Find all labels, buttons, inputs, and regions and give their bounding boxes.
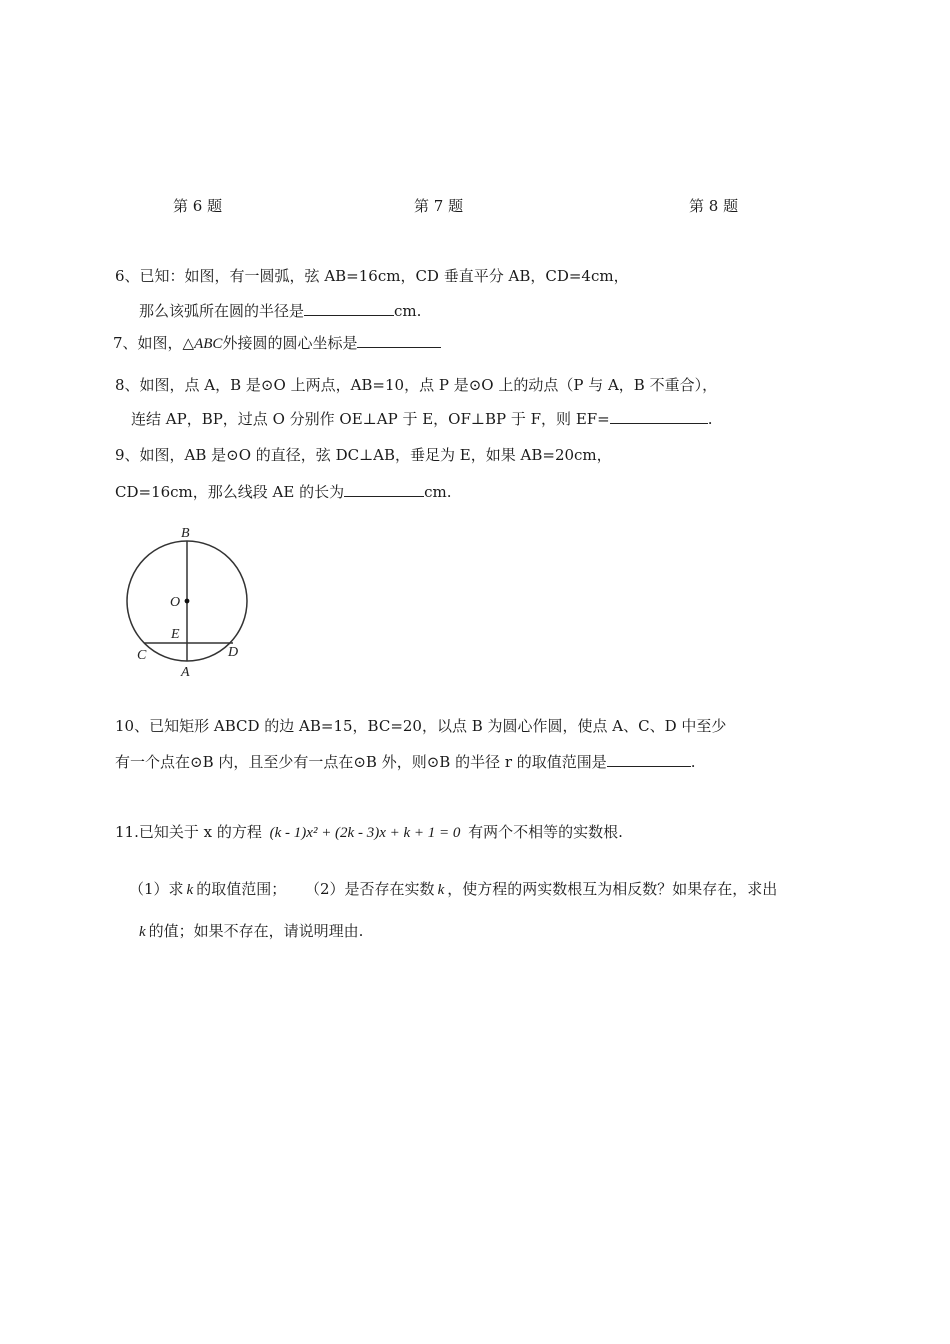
q7-answer-blank[interactable]	[357, 333, 441, 348]
q9-answer-blank[interactable]	[344, 482, 424, 497]
label-c: C	[137, 648, 147, 663]
q9-line1: 9、如图，AB 是⊙O 的直径，弦 DC⊥AB，垂足为 E，如果 AB=20cm，	[115, 446, 612, 464]
q7-triangle-label: ABC	[194, 336, 223, 352]
label-d: D	[228, 645, 239, 660]
q10-period: .	[690, 753, 696, 771]
q8-line2-text: 连结 AP，BP，过点 O 分别作 OE⊥AP 于 E，OF⊥BP 于 F，则 EF=	[131, 410, 610, 428]
q11-line3-text: 的值；如果不存在，请说明理由.	[148, 922, 364, 940]
q11-part2-pre: （2）是否存在实数	[305, 880, 435, 898]
caption-q7: 第 7 题	[414, 197, 464, 215]
q8-line2	[131, 408, 713, 429]
q11-line1	[115, 821, 623, 842]
q11-text-post: 有两个不相等的实数根.	[468, 823, 623, 841]
label-e: E	[171, 627, 180, 642]
q11-text-pre: 11.已知关于 x 的方程	[115, 823, 262, 841]
q11-k-var-1: k	[186, 882, 194, 898]
caption-q8: 第 8 题	[689, 197, 739, 215]
caption-q6: 第 6 题	[173, 197, 223, 215]
q10-line2-text: 有一个点在⊙B 内，且至少有一点在⊙B 外，则⊙B 的半径 r 的取值范围是	[115, 753, 607, 771]
q10-answer-blank[interactable]	[607, 752, 691, 767]
q11-part1-post: 的取值范围；	[196, 880, 287, 898]
label-a: A	[181, 665, 190, 680]
q8-answer-blank[interactable]	[610, 409, 708, 424]
q11-part2-post: ，使方程的两实数根互为相反数？如果存在，求出	[447, 880, 778, 898]
q10-line2	[115, 751, 696, 772]
q11-k-var-3: k	[139, 924, 146, 940]
q6-answer-blank[interactable]	[304, 301, 394, 316]
q7-text-post: 外接圆的圆心坐标是	[222, 334, 358, 352]
center-point	[185, 599, 190, 604]
q9-line2-text: CD=16cm，那么线段 AE 的长为	[115, 483, 345, 501]
q8-line1: 8、如图，点 A，B 是⊙O 上两点，AB=10，点 P 是⊙O 上的动点（P 与 A，B 不重合），	[115, 376, 718, 394]
q11-line2	[129, 878, 777, 899]
q9-unit: cm.	[424, 483, 452, 501]
q6-line2	[139, 300, 421, 321]
q10-line1: 10、已知矩形 ABCD 的边 AB=15，BC=20，以点 B 为圆心作圆，使点 A、C、D 中至少	[115, 717, 727, 735]
q6-unit: cm.	[394, 302, 422, 320]
q7-line	[113, 332, 441, 353]
q11-part1-pre: （1）求	[129, 880, 184, 898]
q8-period: .	[707, 410, 713, 428]
label-b: B	[181, 526, 190, 541]
q6-line1: 6、已知：如图，有一圆弧，弦 AB=16cm，CD 垂直平分 AB，CD=4cm，	[115, 267, 629, 285]
q6-line2-text: 那么该弧所在圆的半径是	[139, 302, 305, 320]
q9-circle-figure	[120, 520, 260, 682]
q9-line2	[115, 481, 452, 502]
q11-k-var-2: k	[437, 882, 445, 898]
q7-text-pre: 7、如图，△	[113, 334, 195, 352]
q11-equation: (k - 1)x² + (2k - 3)x + k + 1 = 0	[269, 825, 461, 841]
q11-line3	[139, 920, 363, 941]
label-o: O	[170, 595, 181, 610]
